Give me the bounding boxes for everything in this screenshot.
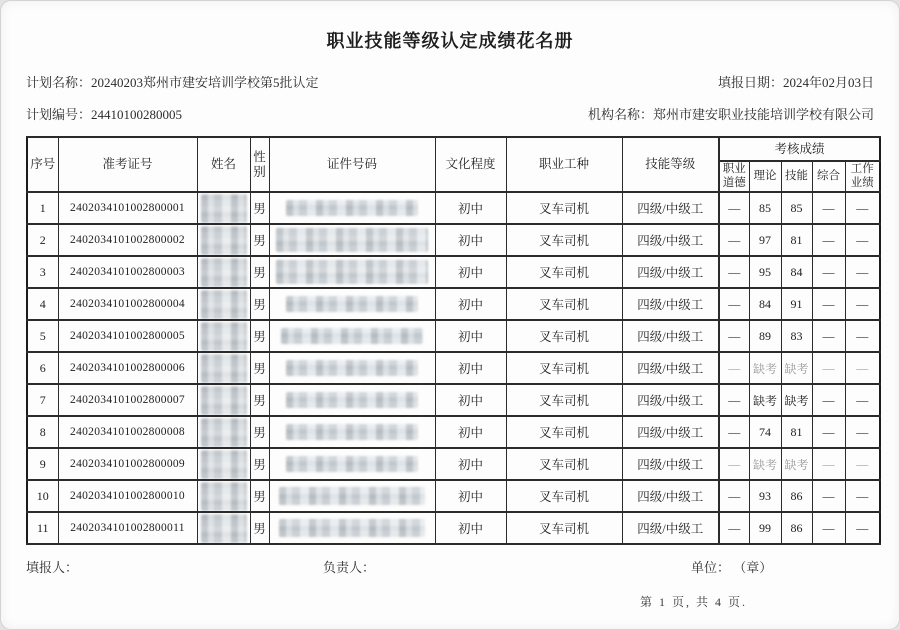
cell-score-work: — <box>845 320 880 352</box>
cell-name-redacted <box>197 256 250 288</box>
cell-id-redacted <box>269 512 435 544</box>
cell-exam-no: 2402034101002800001 <box>58 192 197 224</box>
manager-label: 负责人： <box>323 560 376 575</box>
cell-seq: 7 <box>27 384 58 416</box>
header-score-theory: 理论 <box>749 161 781 192</box>
cell-score-ethics: — <box>719 320 749 352</box>
cell-score-comprehensive: — <box>812 512 845 544</box>
cell-name-redacted <box>197 288 250 320</box>
header-exam-no: 准考证号 <box>58 137 197 192</box>
header-name: 姓名 <box>197 137 250 192</box>
redacted-id-blur <box>286 456 418 472</box>
cell-score-work: — <box>845 416 880 448</box>
cell-occupation: 叉车司机 <box>506 224 622 256</box>
cell-occupation: 叉车司机 <box>506 480 622 512</box>
page-number: 第 1 页, 共 4 页. <box>639 595 747 609</box>
cell-score-theory: 95 <box>749 256 781 288</box>
cell-occupation: 叉车司机 <box>506 448 622 480</box>
cell-skill-level: 四级/中级工 <box>622 352 719 384</box>
header-education: 文化程度 <box>435 137 506 192</box>
header-score-comprehensive: 综合 <box>812 161 845 192</box>
cell-occupation: 叉车司机 <box>506 320 622 352</box>
cell-id-redacted <box>269 288 435 320</box>
cell-score-comprehensive: — <box>812 256 845 288</box>
cell-score-skill: 85 <box>781 192 812 224</box>
table-row <box>27 512 880 544</box>
cell-seq: 2 <box>27 224 58 256</box>
table-row <box>27 224 880 256</box>
cell-score-comprehensive: — <box>812 384 845 416</box>
cell-gender: 男 <box>250 224 269 256</box>
page-title: 职业技能等级认定成绩花名册 <box>326 31 574 51</box>
cell-gender: 男 <box>250 384 269 416</box>
header-skill-level: 技能等级 <box>622 137 719 192</box>
cell-score-skill: 91 <box>781 288 812 320</box>
cell-education: 初中 <box>435 384 506 416</box>
cell-exam-no: 2402034101002800011 <box>58 512 197 544</box>
header-score-work: 工作业绩 <box>845 161 880 192</box>
plan-number <box>26 104 182 123</box>
cell-name-redacted <box>197 448 250 480</box>
report-date <box>718 72 874 91</box>
redacted-id-blur <box>279 519 425 537</box>
cell-score-work: — <box>845 480 880 512</box>
table-row <box>27 352 880 384</box>
header-gender: 性别 <box>250 137 269 192</box>
cell-score-ethics: — <box>719 192 749 224</box>
cell-name-redacted <box>197 320 250 352</box>
table-row <box>27 416 880 448</box>
cell-education: 初中 <box>435 416 506 448</box>
cell-score-work: — <box>845 448 880 480</box>
cell-score-ethics: — <box>719 224 749 256</box>
cell-seq: 4 <box>27 288 58 320</box>
cell-score-skill: 缺考 <box>781 448 812 480</box>
cell-score-ethics: — <box>719 352 749 384</box>
cell-seq: 6 <box>27 352 58 384</box>
cell-gender: 男 <box>250 256 269 288</box>
cell-skill-level: 四级/中级工 <box>622 320 719 352</box>
cell-skill-level: 四级/中级工 <box>622 224 719 256</box>
redacted-name-blur <box>201 354 247 383</box>
cell-score-work: — <box>845 256 880 288</box>
table-header <box>27 137 880 192</box>
cell-score-comprehensive: — <box>812 288 845 320</box>
redacted-id-blur <box>276 260 428 284</box>
cell-score-skill: 83 <box>781 320 812 352</box>
cell-skill-level: 四级/中级工 <box>622 256 719 288</box>
cell-education: 初中 <box>435 224 506 256</box>
cell-id-redacted <box>269 352 435 384</box>
cell-gender: 男 <box>250 416 269 448</box>
header-id-no: 证件号码 <box>269 137 435 192</box>
cell-score-skill: 86 <box>781 480 812 512</box>
cell-score-theory: 缺考 <box>749 384 781 416</box>
cell-seq: 5 <box>27 320 58 352</box>
cell-score-comprehensive: — <box>812 320 845 352</box>
cell-score-comprehensive: — <box>812 448 845 480</box>
cell-score-ethics: — <box>719 512 749 544</box>
cell-score-skill: 84 <box>781 256 812 288</box>
table-body <box>27 192 880 544</box>
cell-score-theory: 74 <box>749 416 781 448</box>
cell-education: 初中 <box>435 256 506 288</box>
org-name <box>588 104 874 123</box>
cell-id-redacted <box>269 320 435 352</box>
table-row <box>27 480 880 512</box>
redacted-id-blur <box>286 296 418 312</box>
cell-exam-no: 2402034101002800006 <box>58 352 197 384</box>
cell-score-ethics: — <box>719 384 749 416</box>
filler-label: 填报人： <box>26 560 79 575</box>
cell-id-redacted <box>269 192 435 224</box>
cell-education: 初中 <box>435 320 506 352</box>
plan-name-value: 20240203郑州市建安培训学校第5批认定 <box>91 75 319 90</box>
table-row <box>27 192 880 224</box>
cell-id-redacted <box>269 448 435 480</box>
cell-id-redacted <box>269 224 435 256</box>
table-row <box>27 320 880 352</box>
cell-education: 初中 <box>435 480 506 512</box>
redacted-id-blur <box>286 424 418 440</box>
unit-label-text: 单位： <box>691 560 731 575</box>
redacted-id-blur <box>286 360 418 376</box>
redacted-id-blur <box>286 200 418 216</box>
cell-education: 初中 <box>435 512 506 544</box>
cell-score-work: — <box>845 192 880 224</box>
cell-score-theory: 缺考 <box>749 352 781 384</box>
cell-education: 初中 <box>435 192 506 224</box>
redacted-name-blur <box>201 322 247 351</box>
table-row <box>27 256 880 288</box>
header-score-ethics: 职业道德 <box>719 161 749 192</box>
header-score-skill: 技能 <box>781 161 812 192</box>
cell-skill-level: 四级/中级工 <box>622 512 719 544</box>
cell-skill-level: 四级/中级工 <box>622 448 719 480</box>
cell-gender: 男 <box>250 352 269 384</box>
cell-id-redacted <box>269 384 435 416</box>
cell-score-ethics: — <box>719 256 749 288</box>
cell-score-work: — <box>845 288 880 320</box>
cell-gender: 男 <box>250 320 269 352</box>
cell-seq: 1 <box>27 192 58 224</box>
cell-seq: 3 <box>27 256 58 288</box>
table-row <box>27 288 880 320</box>
table-row <box>27 448 880 480</box>
report-date-label: 填报日期： <box>717 75 783 90</box>
redacted-id-blur <box>276 228 428 252</box>
header-score-group: 考核成绩 <box>719 137 880 161</box>
cell-name-redacted <box>197 224 250 256</box>
cell-score-ethics: — <box>719 416 749 448</box>
redacted-name-blur <box>201 290 247 319</box>
plan-number-value: 24410100280005 <box>91 107 183 122</box>
cell-score-theory: 85 <box>749 192 781 224</box>
cell-seq: 11 <box>27 512 58 544</box>
cell-occupation: 叉车司机 <box>506 288 622 320</box>
cell-score-work: — <box>845 512 880 544</box>
redacted-name-blur <box>201 450 247 479</box>
cell-skill-level: 四级/中级工 <box>622 384 719 416</box>
cell-score-comprehensive: — <box>812 192 845 224</box>
cell-score-theory: 97 <box>749 224 781 256</box>
cell-gender: 男 <box>250 512 269 544</box>
cell-gender: 男 <box>250 480 269 512</box>
cell-score-theory: 93 <box>749 480 781 512</box>
cell-score-comprehensive: — <box>812 224 845 256</box>
cell-occupation: 叉车司机 <box>506 352 622 384</box>
redacted-name-blur <box>201 418 247 447</box>
cell-exam-no: 2402034101002800009 <box>58 448 197 480</box>
cell-gender: 男 <box>250 448 269 480</box>
redacted-id-blur <box>286 392 418 408</box>
cell-id-redacted <box>269 416 435 448</box>
cell-exam-no: 2402034101002800008 <box>58 416 197 448</box>
cell-gender: 男 <box>250 288 269 320</box>
cell-exam-no: 2402034101002800003 <box>58 256 197 288</box>
cell-education: 初中 <box>435 288 506 320</box>
cell-exam-no: 2402034101002800002 <box>58 224 197 256</box>
cell-score-comprehensive: — <box>812 352 845 384</box>
redacted-id-blur <box>281 328 423 344</box>
cell-education: 初中 <box>435 352 506 384</box>
cell-score-skill: 81 <box>781 416 812 448</box>
cell-exam-no: 2402034101002800004 <box>58 288 197 320</box>
cell-name-redacted <box>197 192 250 224</box>
cell-exam-no: 2402034101002800007 <box>58 384 197 416</box>
cell-name-redacted <box>197 384 250 416</box>
cell-score-theory: 84 <box>749 288 781 320</box>
cell-education: 初中 <box>435 448 506 480</box>
org-name-label: 机构名称： <box>587 107 653 122</box>
cell-score-comprehensive: — <box>812 416 845 448</box>
cell-gender: 男 <box>250 192 269 224</box>
cell-score-ethics: — <box>719 448 749 480</box>
cell-score-work: — <box>845 352 880 384</box>
cell-score-skill: 缺考 <box>781 384 812 416</box>
redacted-id-blur <box>279 487 425 505</box>
redacted-name-blur <box>201 514 247 543</box>
cell-skill-level: 四级/中级工 <box>622 288 719 320</box>
cell-seq: 10 <box>27 480 58 512</box>
report-date-value: 2024年02月03日 <box>782 75 874 90</box>
cell-score-work: — <box>845 224 880 256</box>
header-seq: 序号 <box>27 137 58 192</box>
plan-name-label: 计划名称： <box>26 75 92 90</box>
cell-id-redacted <box>269 256 435 288</box>
cell-seq: 8 <box>27 416 58 448</box>
cell-occupation: 叉车司机 <box>506 512 622 544</box>
unit-seal-text: （章） <box>733 560 773 575</box>
cell-name-redacted <box>197 416 250 448</box>
org-name-value: 郑州市建安职业技能培训学校有限公司 <box>652 107 874 122</box>
cell-score-theory: 缺考 <box>749 448 781 480</box>
cell-seq: 9 <box>27 448 58 480</box>
cell-name-redacted <box>197 480 250 512</box>
cell-score-theory: 99 <box>749 512 781 544</box>
results-table <box>26 136 881 545</box>
unit-label <box>691 557 772 576</box>
cell-score-skill: 86 <box>781 512 812 544</box>
redacted-name-blur <box>201 482 247 511</box>
plan-name <box>26 72 319 91</box>
redacted-name-blur <box>201 194 247 223</box>
cell-skill-level: 四级/中级工 <box>622 480 719 512</box>
cell-exam-no: 2402034101002800010 <box>58 480 197 512</box>
cell-occupation: 叉车司机 <box>506 416 622 448</box>
cell-score-ethics: — <box>719 480 749 512</box>
table-row <box>27 384 880 416</box>
redacted-name-blur <box>201 226 247 255</box>
cell-occupation: 叉车司机 <box>506 256 622 288</box>
cell-id-redacted <box>269 480 435 512</box>
cell-exam-no: 2402034101002800005 <box>58 320 197 352</box>
redacted-name-blur <box>201 386 247 415</box>
cell-score-comprehensive: — <box>812 480 845 512</box>
cell-name-redacted <box>197 352 250 384</box>
cell-occupation: 叉车司机 <box>506 384 622 416</box>
cell-score-skill: 81 <box>781 224 812 256</box>
cell-score-skill: 缺考 <box>781 352 812 384</box>
cell-skill-level: 四级/中级工 <box>622 416 719 448</box>
plan-number-label: 计划编号： <box>26 107 92 122</box>
cell-score-ethics: — <box>719 288 749 320</box>
header-occupation: 职业工种 <box>506 137 622 192</box>
cell-score-theory: 89 <box>749 320 781 352</box>
redacted-name-blur <box>201 258 247 287</box>
cell-name-redacted <box>197 512 250 544</box>
cell-occupation: 叉车司机 <box>506 192 622 224</box>
cell-score-work: — <box>845 384 880 416</box>
cell-skill-level: 四级/中级工 <box>622 192 719 224</box>
